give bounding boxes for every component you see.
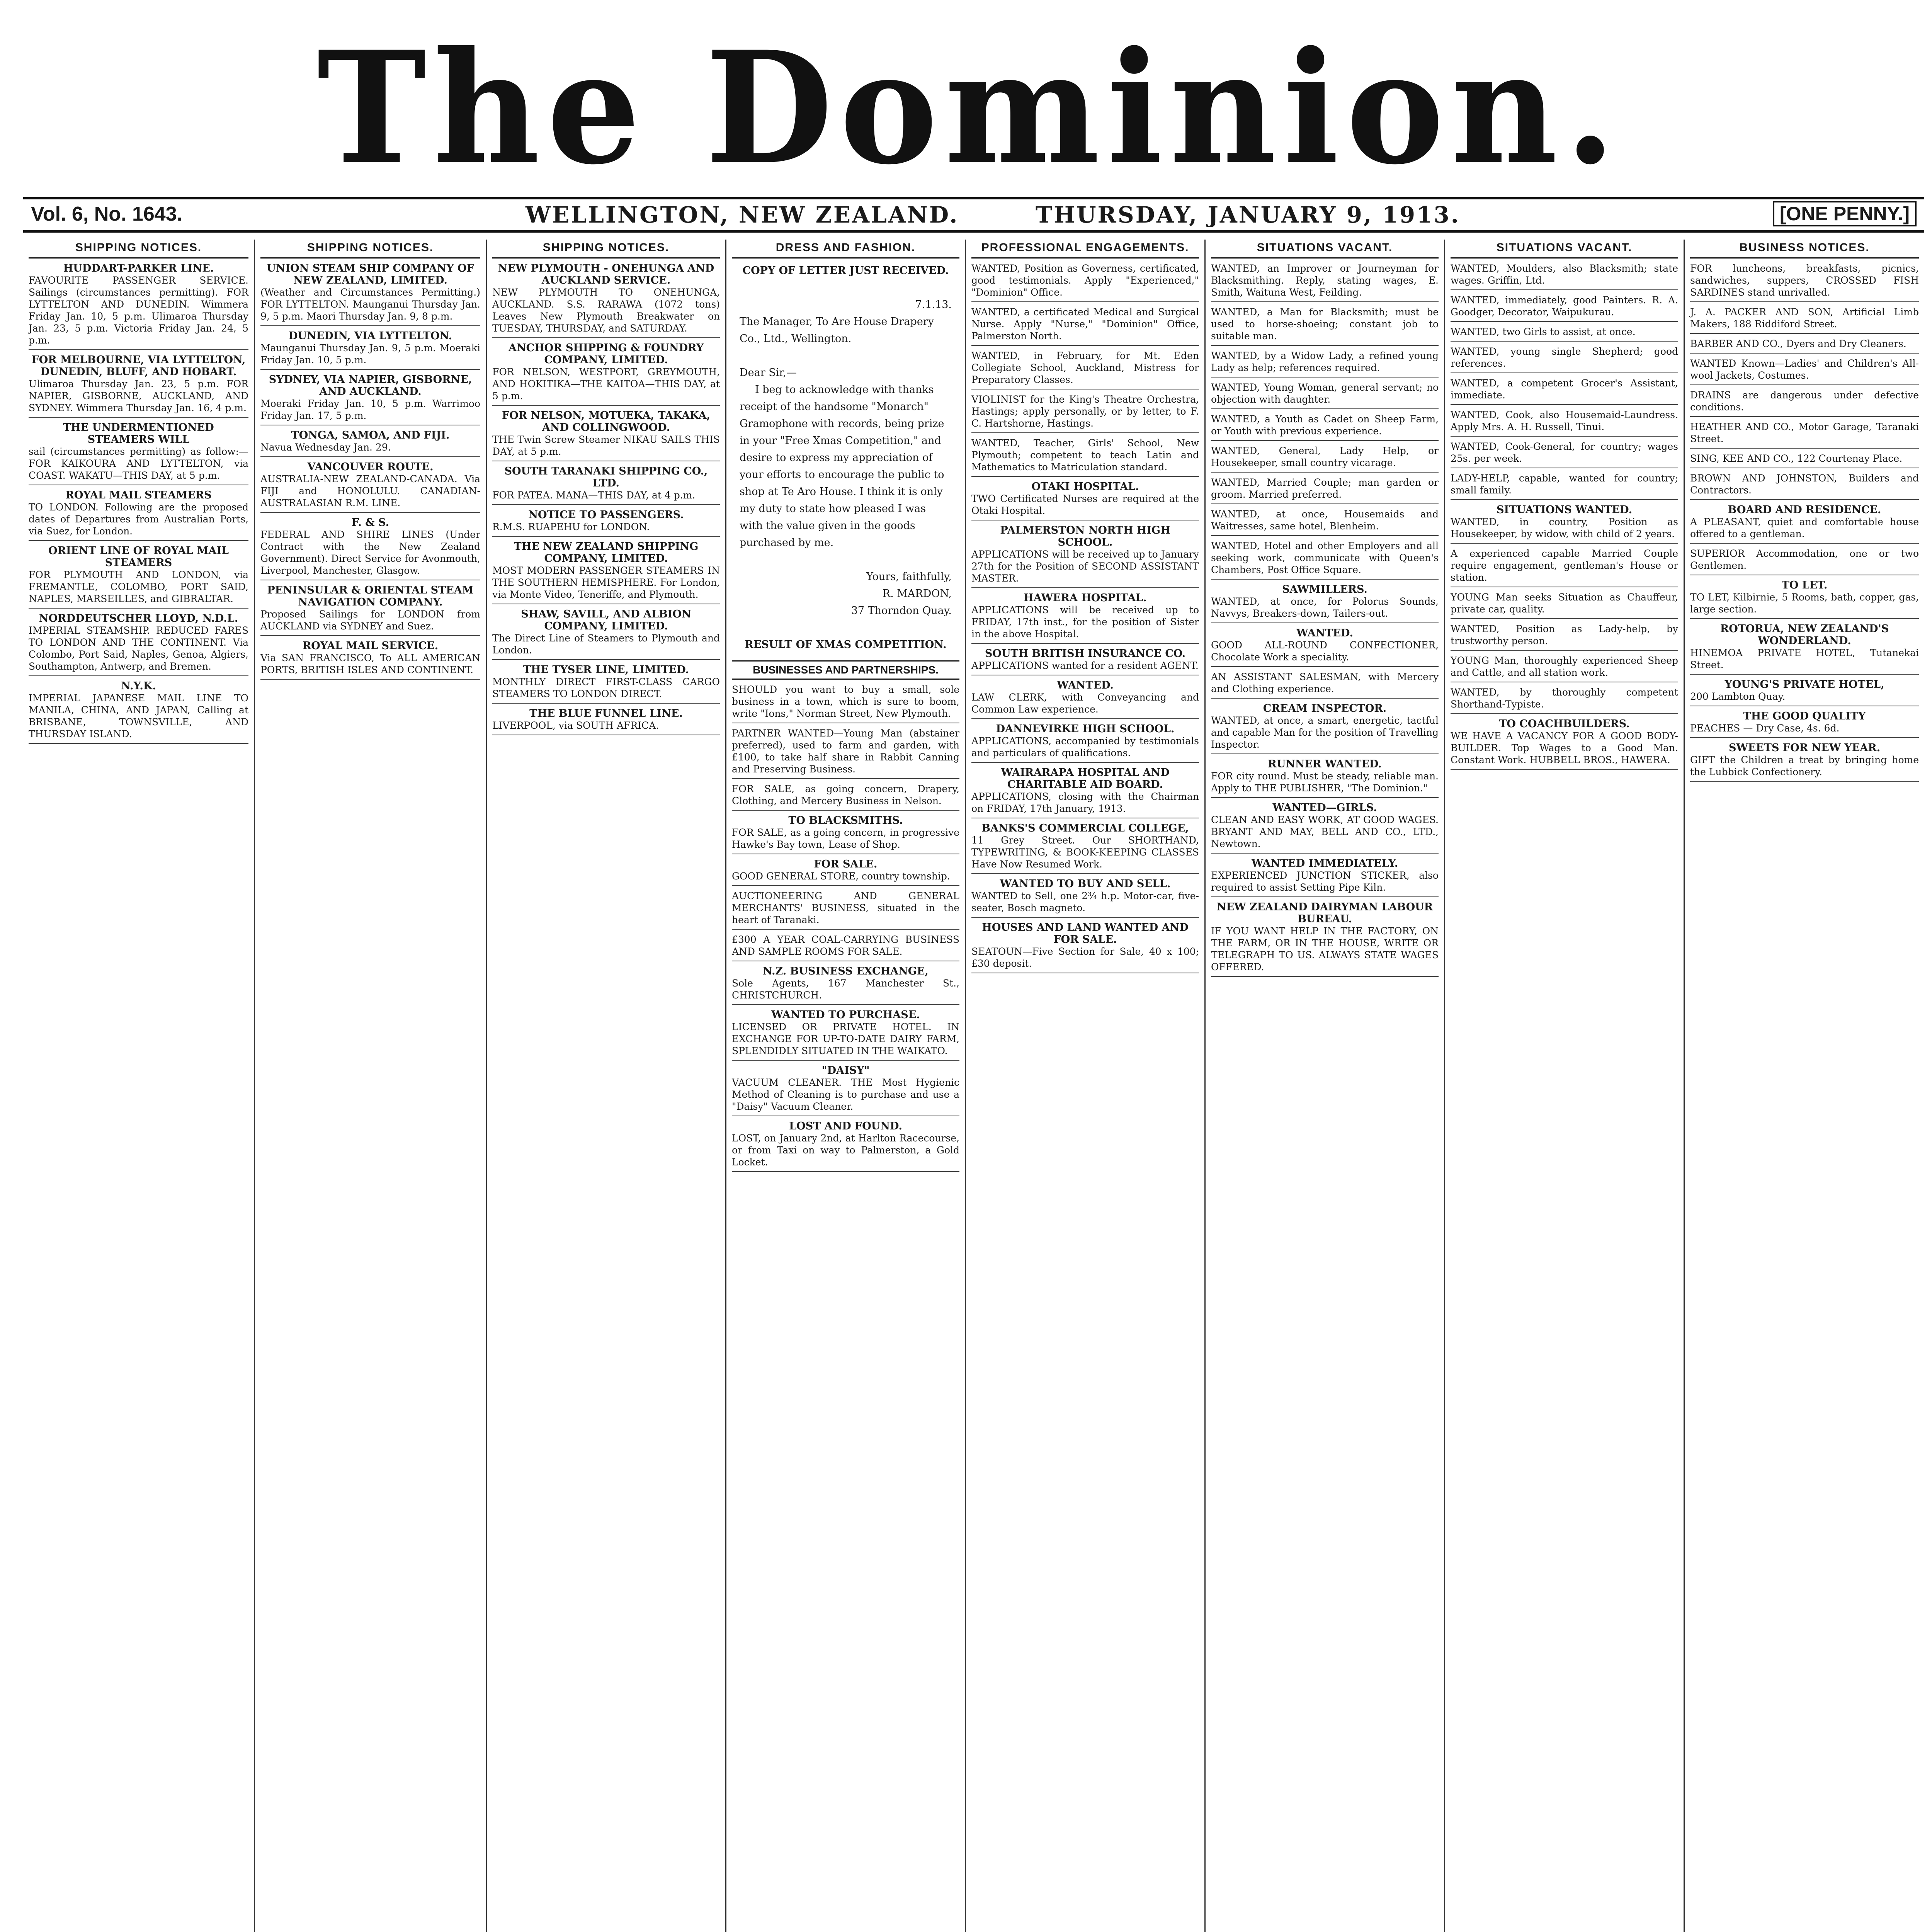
advertisement	[492, 664, 720, 704]
advertisement	[29, 422, 248, 485]
column-3	[487, 240, 726, 1932]
ad-text: Maunganui Thursday Jan. 9, 5 p.m. Moeraki Friday Jan. 10, 5 p.m.	[260, 342, 480, 366]
ad-text: EXPERIENCED JUNCTION STICKER, also required to assist Setting Pipe Kiln.	[1211, 870, 1439, 893]
ad-text: SHOULD you want to buy a small, sole business in a town, which is sure to boom, write "Ions," Norman Street, New Plymouth.	[732, 684, 959, 719]
newspaper-page	[23, 15, 1924, 1932]
advertisement	[971, 481, 1199, 520]
advertisement	[1451, 326, 1678, 342]
ad-heading: FOR SALE.	[814, 858, 878, 870]
advertisement	[1451, 591, 1678, 619]
advertisement	[1211, 350, 1439, 378]
advertisement	[1211, 508, 1439, 536]
column-5	[966, 240, 1206, 1932]
ad-text: Navua Wednesday Jan. 29.	[260, 442, 391, 453]
ad-heading: RUNNER WANTED.	[1268, 758, 1382, 770]
ad-text: YOUNG Man seeks Situation as Chauffeur, private car, quality.	[1451, 592, 1678, 615]
ad-text: Ulimaroa Thursday Jan. 23, 5 p.m. FOR NAPIER, GISBORNE, AUCKLAND, AND SYDNEY. Wimmera Thursday Jan. 16, 4 p.m.	[29, 378, 248, 413]
ad-heading: NOTICE TO PASSENGERS.	[528, 509, 684, 521]
advertisement	[492, 541, 720, 604]
ad-text: Via SAN FRANCISCO, To ALL AMERICAN PORTS, BRITISH ISLES AND CONTINENT.	[260, 652, 480, 675]
ad-text: FOR SALE, as a going concern, in progressive Hawke's Bay town, Lease of Shop.	[732, 827, 959, 850]
ad-heading: OTAKI HOSPITAL.	[1031, 481, 1139, 493]
advertisement	[1451, 440, 1678, 468]
volume-number: Vol. 6, No. 1643.	[31, 203, 183, 225]
advertisement	[1211, 901, 1439, 977]
ad-heading: HUDDART-PARKER LINE.	[63, 262, 214, 274]
ad-heading: WAIRARAPA HOSPITAL AND CHARITABLE AID BOARD.	[1001, 767, 1170, 791]
advertisement	[260, 640, 480, 680]
ad-heading: PENINSULAR & ORIENTAL STEAM NAVIGATION COMPANY.	[267, 584, 474, 608]
ad-heading: SOUTH BRITISH INSURANCE CO.	[985, 648, 1186, 660]
ad-text: J. A. PACKER AND SON, Artificial Limb Makers, 188 Riddiford Street.	[1690, 306, 1919, 330]
advertisement	[1690, 623, 1919, 675]
ad-text: WANTED, a Youth as Cadet on Sheep Farm, or Youth with previous experience.	[1211, 413, 1439, 437]
ad-heading: LOST AND FOUND.	[789, 1120, 902, 1132]
ad-heading: DANNEVIRKE HIGH SCHOOL.	[996, 723, 1175, 735]
ad-heading: SHAW, SAVILL, AND ALBION COMPANY, LIMITED.	[521, 608, 691, 632]
ad-heading: BOARD AND RESIDENCE.	[1728, 504, 1881, 516]
ad-text: WANTED, at once, for Polorus Sounds, Navvys, Breakers-down, Tailers-out.	[1211, 596, 1439, 619]
advertisement	[1690, 710, 1919, 738]
advertisement	[732, 1120, 959, 1172]
ad-text: SING, KEE AND CO., 122 Courtenay Place.	[1690, 453, 1903, 464]
ad-text: WANTED, Position as Governess, certificated, good testimonials. Apply "Experienced," "Dominion" Office.	[971, 263, 1199, 298]
advertisement	[492, 262, 720, 338]
ad-heading: ROYAL MAIL SERVICE.	[302, 640, 439, 652]
advertisement	[1690, 504, 1919, 544]
ad-heading: TONGA, SAMOA, AND FIJI.	[291, 429, 450, 441]
advertisement	[1211, 413, 1439, 441]
ad-text: Proposed Sailings for LONDON from AUCKLAND via SYDNEY and Suez.	[260, 609, 480, 632]
advertisement	[1211, 758, 1439, 798]
column-heading: SHIPPING NOTICES.	[260, 240, 480, 259]
ad-text: Sole Agents, 167 Manchester St., CHRISTCHURCH.	[732, 978, 959, 1001]
ad-text: WANTED Known—Ladies' and Children's All-wool Jackets, Costumes.	[1690, 358, 1919, 381]
ad-text: WE HAVE A VACANCY FOR A GOOD BODY-BUILDER. Top Wages to a Good Man. Constant Work. HUBBELL BROS., HAWERA.	[1451, 730, 1678, 765]
ad-text: WANTED, immediately, good Painters. R. A. Goodger, Decorator, Waipukurau.	[1451, 294, 1678, 318]
advertisement	[492, 342, 720, 406]
advertisement	[492, 608, 720, 660]
ad-heading: WANTED.	[1296, 627, 1353, 639]
ad-heading: FOR NELSON, MOTUEKA, TAKAKA, AND COLLINGWOOD.	[502, 410, 710, 434]
ad-heading: N.Z. BUSINESS EXCHANGE,	[763, 965, 929, 977]
ad-heading: BANKS'S COMMERCIAL COLLEGE,	[981, 822, 1189, 834]
ad-text: NEW PLYMOUTH TO ONEHUNGA, AUCKLAND. S.S. RARAWA (1072 tons) Leaves New Plymouth Breakwater on TUESDAY, THURSDAY, and SATURDAY.	[492, 287, 720, 334]
advertisement	[1690, 472, 1919, 500]
ad-text: WANTED, Position as Lady-help, by trustworthy person.	[1451, 623, 1678, 646]
ad-heading: WANTED TO BUY AND SELL.	[1000, 878, 1171, 890]
ad-text: MOST MODERN PASSENGER STEAMERS IN THE SOUTHERN HEMISPHERE. For London, via Monte Video, Teneriffe, and Plymouth.	[492, 565, 720, 600]
advertisement	[971, 262, 1199, 302]
ad-text: GOOD GENERAL STORE, country township.	[732, 871, 950, 882]
ad-text: AUCTIONEERING AND GENERAL MERCHANTS' BUSINESS, situated in the heart of Taranaki.	[732, 890, 959, 925]
advertisement	[1211, 445, 1439, 473]
ad-text: TO LONDON. Following are the proposed dates of Departures from Australian Ports, via Suez, for London.	[29, 502, 248, 537]
competition-result: RESULT OF XMAS COMPETITION.	[745, 639, 947, 651]
advertisement	[1451, 504, 1678, 544]
advertisement	[29, 354, 248, 418]
ad-text: WANTED, Cook, also Housemaid-Laundress. Apply Mrs. A. H. Russell, Tinui.	[1451, 409, 1678, 432]
advertisement	[1690, 548, 1919, 575]
column-8	[1685, 240, 1924, 1932]
ad-text: Moeraki Friday Jan. 10, 5 p.m. Warrimoo Friday Jan. 17, 5 p.m.	[260, 398, 480, 421]
ad-text: GOOD ALL-ROUND CONFECTIONER, Chocolate Work a speciality.	[1211, 639, 1439, 663]
ad-text: HEATHER AND CO., Motor Garage, Taranaki Street.	[1690, 421, 1919, 444]
advertisement	[492, 509, 720, 537]
advertisement	[1451, 409, 1678, 437]
advertisement	[1690, 306, 1919, 334]
ad-heading: THE UNDERMENTIONED STEAMERS WILL	[63, 422, 214, 446]
advertisement	[1690, 579, 1919, 619]
ad-text: WANTED, in country, Position as Housekeeper, by widow, with child of 2 years.	[1451, 516, 1678, 539]
ad-text: FOR SALE, as going concern, Drapery, Clothing, and Mercery Business in Nelson.	[732, 783, 959, 806]
ad-text: APPLICATIONS will be received up to FRIDAY, 17th inst., for the position of Sister in the above Hospital.	[971, 604, 1199, 639]
ad-text: SEATOUN—Five Section for Sale, 40 x 100; £30 deposit.	[971, 946, 1199, 969]
ad-text: GIFT the Children a treat by bringing home the Lubbick Confectionery.	[1690, 754, 1919, 777]
column-6	[1206, 240, 1445, 1932]
advertisement	[1451, 655, 1678, 682]
ad-text: TWO Certificated Nurses are required at the Otaki Hospital.	[971, 493, 1199, 516]
ad-text: WANTED, at once, Housemaids and Waitresses, same hotel, Blenheim.	[1211, 509, 1439, 532]
ad-text: 200 Lambton Quay.	[1690, 691, 1786, 702]
ad-text: FAVOURITE PASSENGER SERVICE. Sailings (circumstances permitting). FOR LYTTELTON AND DUNEDIN. Wimmera Friday Jan. 10, 5 p.m. Ulimaroa Thursday Jan. 23, 5 p.m. Victoria Friday Jan. 24, 5 p.m.	[29, 275, 248, 346]
ad-text: APPLICATIONS wanted for a resident AGENT.	[971, 660, 1199, 671]
columns-area	[23, 240, 1924, 1932]
advertisement	[260, 429, 480, 457]
column-4	[726, 240, 966, 1932]
ad-text: WANTED, General, Lady Help, or Housekeeper, small country vicarage.	[1211, 445, 1439, 468]
advertisement	[260, 330, 480, 370]
advertisement	[1451, 548, 1678, 587]
ad-text: FOR NELSON, WESTPORT, GREYMOUTH, AND HOKITIKA—THE KAITOA—THIS DAY, at 5 p.m.	[492, 366, 720, 401]
advertisement	[971, 922, 1199, 973]
ad-text: FOR PLYMOUTH AND LONDON, via FREMANTLE, COLOMBO, PORT SAID, NAPLES, MARSEILLES, and GIBRALTAR.	[29, 569, 248, 604]
ad-heading: UNION STEAM SHIP COMPANY OF NEW ZEALAND, LIMITED.	[267, 262, 474, 286]
advertisement	[732, 1065, 959, 1116]
ad-text: SUPERIOR Accommodation, one or two Gentlemen.	[1690, 548, 1919, 571]
ad-text: IMPERIAL STEAMSHIP. REDUCED FARES TO LONDON AND THE CONTINENT. Via Colombo, Port Said, Naples, Genoa, Algiers, Southampton, Antwerp, and Bremen.	[29, 625, 248, 672]
ad-heading: TO BLACKSMITHS.	[788, 815, 903, 827]
advertisement	[971, 648, 1199, 675]
ad-text: WANTED, Married Couple; man garden or groom. Married preferred.	[1211, 477, 1439, 500]
advertisement	[1451, 345, 1678, 373]
ad-text: WANTED, a certificated Medical and Surgical Nurse. Apply "Nurse," "Dominion" Office, Palmerston North.	[971, 306, 1199, 342]
advertisement	[971, 723, 1199, 763]
issue-date: THURSDAY, JANUARY 9, 1913.	[1036, 202, 1460, 228]
place-line: WELLINGTON, NEW ZEALAND.	[526, 202, 959, 228]
ad-text: R.M.S. RUAPEHU for LONDON.	[492, 521, 650, 532]
ad-heading: CREAM INSPECTOR.	[1263, 702, 1387, 714]
ad-text: A PLEASANT, quiet and comfortable house offered to a gentleman.	[1690, 516, 1919, 539]
advertisement	[260, 584, 480, 636]
advertisement	[1211, 306, 1439, 346]
advertisement	[1211, 627, 1439, 667]
ad-text: BROWN AND JOHNSTON, Builders and Contractors.	[1690, 473, 1919, 496]
advertisement	[1451, 686, 1678, 714]
letter-recipient: The Manager, To Are House Drapery Co., Ltd., Wellington.	[740, 316, 934, 345]
masthead-title: The Dominion.	[317, 17, 1623, 199]
ad-heading: FOR MELBOURNE, VIA LYTTELTON, DUNEDIN, BLUFF, AND HOBART.	[31, 354, 246, 378]
advertisement	[1211, 802, 1439, 854]
advertisement	[1451, 377, 1678, 405]
section-heading: BUSINESSES AND PARTNERSHIPS.	[732, 660, 959, 680]
ad-text: £300 A YEAR COAL-CARRYING BUSINESS AND SAMPLE ROOMS FOR SALE.	[732, 934, 959, 957]
ad-text: CLEAN AND EASY WORK, AT GOOD WAGES. BRYANT AND MAY, BELL AND CO., LTD., Newtown.	[1211, 814, 1439, 849]
column-7	[1445, 240, 1685, 1932]
ad-text: FOR PATEA. MANA—THIS DAY, at 4 p.m.	[492, 490, 696, 501]
letter-body: I beg to acknowledge with thanks receipt of the handsome "Monarch" Gramophone with records, being prize in your "Free Xmas Competition," and desire to express my appreciation of your efforts to encourage the public to shop at Te Aro House. I think it is only my duty to state how pleased I was with the value given in the goods purchased by me.	[740, 384, 944, 549]
advertisement	[1451, 472, 1678, 500]
advertisement	[1211, 583, 1439, 623]
ad-heading: NORDDEUTSCHER LLOYD, N.D.L.	[39, 612, 238, 624]
ad-text: WANTED, an Improver or Journeyman for Blacksmithing. Reply, stating wages, E. Smith, Waituna West, Feilding.	[1211, 263, 1439, 298]
advertisement	[732, 815, 959, 854]
ad-heading: SYDNEY, VIA NAPIER, GISBORNE, AND AUCKLAND.	[269, 374, 472, 398]
ad-heading: WANTED TO PURCHASE.	[771, 1009, 920, 1021]
dateline	[23, 197, 1924, 233]
ad-heading: TO LET.	[1781, 579, 1828, 591]
advertisement	[971, 592, 1199, 644]
advertisement	[971, 679, 1199, 719]
ad-text: APPLICATIONS, accompanied by testimonials and particulars of qualifications.	[971, 735, 1199, 759]
ad-heading: PALMERSTON NORTH HIGH SCHOOL.	[1000, 524, 1170, 548]
advertisement	[29, 612, 248, 676]
ad-heading: WANTED.	[1057, 679, 1114, 691]
letter-intro: COPY OF LETTER JUST RECEIVED.	[742, 265, 949, 277]
ad-text: TO LET, Kilbirnie, 5 Rooms, bath, copper, gas, large section.	[1690, 592, 1919, 615]
advertisement	[1211, 540, 1439, 580]
advertisement	[1451, 718, 1678, 770]
advertisement	[1690, 338, 1919, 354]
advertisement	[732, 783, 959, 811]
advertisement	[1690, 421, 1919, 449]
ad-text: DRAINS are dangerous under defective conditions.	[1690, 389, 1919, 413]
letter-salutation: Dear Sir,—	[740, 367, 797, 379]
ad-text: AN ASSISTANT SALESMAN, with Mercery and Clothing experience.	[1211, 671, 1439, 694]
ad-heading: SAWMILLERS.	[1282, 583, 1367, 595]
ad-heading: YOUNG'S PRIVATE HOTEL,	[1725, 679, 1884, 690]
ad-text: WANTED, Teacher, Girls' School, New Plymouth; competent to teach Latin and Mathematics to Matriculation standard.	[971, 437, 1199, 473]
advertisement	[492, 707, 720, 735]
ad-text: LADY-HELP, capable, wanted for country; small family.	[1451, 473, 1678, 496]
advertisement	[1690, 262, 1919, 302]
column-heading: SITUATIONS VACANT.	[1451, 240, 1678, 259]
ad-text: MONTHLY DIRECT FIRST-CLASS CARGO STEAMERS TO LONDON DIRECT.	[492, 676, 720, 699]
advertisement	[732, 858, 959, 886]
ad-heading: THE GOOD QUALITY	[1743, 710, 1866, 722]
ad-text: IMPERIAL JAPANESE MAIL LINE TO MANILA, CHINA, AND JAPAN, Calling at BRISBANE, TOWNSVILLE, AND THURSDAY ISLAND.	[29, 692, 248, 740]
ad-heading: TO COACHBUILDERS.	[1499, 718, 1630, 730]
ad-text: THE Twin Screw Steamer NIKAU SAILS THIS DAY, at 5 p.m.	[492, 434, 720, 457]
ad-heading: WANTED—GIRLS.	[1272, 802, 1377, 814]
advertisement	[1690, 389, 1919, 417]
ad-text: AUSTRALIA-NEW ZEALAND-CANADA. Via FIJI and HONOLULU. CANADIAN-AUSTRALASIAN R.M. LINE.	[260, 473, 480, 509]
column-1	[23, 240, 255, 1932]
ad-text: sail (circumstances permitting) as follow:— FOR KAIKOURA AND LYTTELTON, via COAST. WAKATU—THIS DAY, at 5 p.m.	[29, 446, 248, 481]
ad-text: FEDERAL AND SHIRE LINES (Under Contract with the New Zealand Government). Direct Service for Avonmouth, Liverpool, Manchester, Glasgow.	[260, 529, 480, 576]
advertisement	[29, 545, 248, 609]
advertisement	[1451, 262, 1678, 290]
advertisement	[492, 410, 720, 461]
ad-heading: THE NEW ZEALAND SHIPPING COMPANY, LIMITED.	[514, 541, 699, 565]
ad-text: WANTED, Hotel and other Employers and all seeking work, communicate with Queen's Chambers, Post Office Square.	[1211, 540, 1439, 575]
ad-heading: SOUTH TARANAKI SHIPPING CO., LTD.	[504, 465, 708, 489]
advertisement	[732, 1009, 959, 1061]
advertisement	[971, 822, 1199, 874]
advertisement	[732, 965, 959, 1005]
advertisement	[1690, 679, 1919, 706]
advertisement	[732, 890, 959, 930]
ad-text: FOR city round. Must be steady, reliable man. Apply to THE PUBLISHER, "The Dominion."	[1211, 770, 1439, 794]
ad-heading: "DAISY"	[821, 1065, 870, 1077]
ad-heading: HAWERA HOSPITAL.	[1024, 592, 1147, 604]
ad-text: BARBER AND CO., Dyers and Dry Cleaners.	[1690, 338, 1906, 349]
letter-address: 37 Thorndon Quay.	[851, 605, 952, 617]
ad-heading: ORIENT LINE OF ROYAL MAIL STEAMERS	[48, 545, 229, 569]
ad-text: HINEMOA PRIVATE HOTEL, Tutanekai Street.	[1690, 647, 1919, 670]
advertisement	[260, 374, 480, 425]
advertisement	[732, 727, 959, 779]
ad-heading: THE TYSER LINE, LIMITED.	[523, 664, 689, 676]
column-2	[255, 240, 487, 1932]
advertisement	[1211, 381, 1439, 409]
column-heading: DRESS AND FASHION.	[732, 240, 959, 259]
advertisement	[492, 465, 720, 505]
ad-text: FOR luncheons, breakfasts, picnics, sandwiches, suppers, CROSSED FISH SARDINES stand unrivalled.	[1690, 263, 1919, 298]
advertisement	[1690, 357, 1919, 385]
advertisement	[1211, 671, 1439, 699]
ad-text: The Direct Line of Steamers to Plymouth and London.	[492, 633, 720, 656]
column-heading: PROFESSIONAL ENGAGEMENTS.	[971, 240, 1199, 259]
ad-text: WANTED, in February, for Mt. Eden Collegiate School, Auckland, Mistress for Preparatory Classes.	[971, 350, 1199, 385]
ad-text: LICENSED OR PRIVATE HOTEL. IN EXCHANGE FOR UP-TO-DATE DAIRY FARM, SPLENDIDLY SITUATED IN THE WAIKATO.	[732, 1021, 959, 1056]
advertisement	[971, 306, 1199, 346]
letter-date: 7.1.13.	[915, 299, 952, 311]
ad-heading: SWEETS FOR NEW YEAR.	[1728, 742, 1881, 754]
ad-text: LIVERPOOL, via SOUTH AFRICA.	[492, 720, 659, 731]
ad-heading: SITUATIONS WANTED.	[1497, 504, 1632, 516]
advertisement	[971, 524, 1199, 588]
ad-heading: ROTORUA, NEW ZEALAND'S WONDERLAND.	[1720, 623, 1889, 647]
ad-text: WANTED, young single Shepherd; good references.	[1451, 346, 1678, 369]
advertisement	[1690, 452, 1919, 468]
ad-text: WANTED to Sell, one 2¾ h.p. Motor-car, five-seater, Bosch magneto.	[971, 890, 1199, 913]
ad-text: WANTED, Young Woman, general servant; no objection with daughter.	[1211, 382, 1439, 405]
ad-heading: WANTED IMMEDIATELY.	[1251, 857, 1398, 869]
ad-heading: HOUSES AND LAND WANTED AND FOR SALE.	[982, 922, 1189, 946]
ad-heading: N.Y.K.	[121, 680, 156, 692]
advertisement	[732, 684, 959, 723]
ad-text: WANTED, a competent Grocer's Assistant, immediate.	[1451, 378, 1678, 401]
ad-heading: NEW ZEALAND DAIRYMAN LABOUR BUREAU.	[1216, 901, 1433, 925]
ad-text: VACUUM CLEANER. THE Most Hygienic Method of Cleaning is to purchase and use a "Daisy" Vacuum Cleaner.	[732, 1077, 959, 1112]
ad-text: WANTED, by thoroughly competent Shorthand-Typiste.	[1451, 687, 1678, 710]
ad-heading: VANCOUVER ROUTE.	[307, 461, 434, 473]
advertisement	[971, 350, 1199, 389]
column-heading: SITUATIONS VACANT.	[1211, 240, 1439, 259]
column-heading: SHIPPING NOTICES.	[492, 240, 720, 259]
advertisement	[29, 262, 248, 350]
column-heading: SHIPPING NOTICES.	[29, 240, 248, 259]
column-heading: BUSINESS NOTICES.	[1690, 240, 1919, 259]
advertisement	[260, 517, 480, 580]
letter-block	[740, 262, 952, 653]
ad-text: WANTED, a Man for Blacksmith; must be used to horse-shoeing; constant job to suitable man.	[1211, 306, 1439, 342]
ad-text: LAW CLERK, with Conveyancing and Common Law experience.	[971, 692, 1199, 715]
advertisement	[29, 489, 248, 541]
advertisement	[971, 878, 1199, 918]
ad-text: WANTED, two Girls to assist, at once.	[1451, 326, 1636, 337]
advertisement	[260, 262, 480, 326]
advertisement	[29, 680, 248, 744]
ad-text: WANTED, by a Widow Lady, a refined young Lady as help; references required.	[1211, 350, 1439, 373]
ad-text: WANTED, Moulders, also Blacksmith; state wages. Griffin, Ltd.	[1451, 263, 1678, 286]
ad-text: WANTED, Cook-General, for country; wages 25s. per week.	[1451, 441, 1678, 464]
ad-text: A experienced capable Married Couple require engagement, gentleman's House or station.	[1451, 548, 1678, 583]
ad-text: YOUNG Man, thoroughly experienced Sheep and Cattle, and all station work.	[1451, 655, 1678, 678]
advertisement	[971, 767, 1199, 818]
ad-heading: DUNEDIN, VIA LYTTELTON.	[288, 330, 452, 342]
ad-text: APPLICATIONS will be received up to January 27th for the Position of SECOND ASSISTANT MASTER.	[971, 549, 1199, 584]
advertisement	[971, 393, 1199, 433]
ad-text: PEACHES — Dry Case, 4s. 6d.	[1690, 723, 1840, 734]
ad-text: WANTED, at once, a smart, energetic, tactful and capable Man for the position of Travelling Inspector.	[1211, 715, 1439, 750]
ad-heading: F. & S.	[352, 517, 389, 529]
advertisement	[1211, 857, 1439, 897]
letter-signature: R. MARDON,	[882, 588, 952, 600]
advertisement	[1211, 702, 1439, 754]
price-tag: [ONE PENNY.]	[1773, 201, 1917, 226]
ad-heading: ROYAL MAIL STEAMERS	[65, 489, 212, 501]
advertisement	[1451, 294, 1678, 322]
letter-close: Yours, faithfully,	[866, 571, 952, 583]
ad-text: VIOLINIST for the King's Theatre Orchestra, Hastings; apply personally, or by letter, to F. C. Hartshorne, Hastings.	[971, 394, 1199, 429]
ad-heading: ANCHOR SHIPPING & FOUNDRY COMPANY, LIMITED.	[509, 342, 704, 366]
advertisement	[971, 437, 1199, 477]
advertisement	[1690, 742, 1919, 782]
advertisement	[260, 461, 480, 513]
ad-heading: NEW PLYMOUTH - ONEHUNGA AND AUCKLAND SERVICE.	[498, 262, 714, 286]
advertisement	[1211, 476, 1439, 504]
ad-text: APPLICATIONS, closing with the Chairman on FRIDAY, 17th January, 1913.	[971, 791, 1199, 814]
ad-text: LOST, on January 2nd, at Harlton Racecourse, or from Taxi on way to Palmerston, a Gold Locket.	[732, 1133, 959, 1168]
ad-text: PARTNER WANTED—Young Man (abstainer preferred), used to farm and garden, with £100, to take half share in Rabbit Canning and Preserving Business.	[732, 728, 959, 775]
advertisement	[1451, 623, 1678, 651]
advertisement	[1211, 262, 1439, 302]
ad-text: (Weather and Circumstances Permitting.) FOR LYTTELTON. Maunganui Thursday Jan. 9, 5 p.m. Maori Thursday Jan. 9, 8 p.m.	[260, 287, 480, 322]
ad-heading: THE BLUE FUNNEL LINE.	[529, 707, 683, 719]
ad-text: IF YOU WANT HELP IN THE FACTORY, ON THE FARM, OR IN THE HOUSE, WRITE OR TELEGRAPH TO US. ALWAYS STATE WAGES OFFERED.	[1211, 925, 1439, 973]
ad-text: 11 Grey Street. Our SHORTHAND, TYPEWRITING, & BOOK-KEEPING CLASSES Have Now Resumed Work.	[971, 835, 1199, 870]
advertisement	[732, 934, 959, 961]
